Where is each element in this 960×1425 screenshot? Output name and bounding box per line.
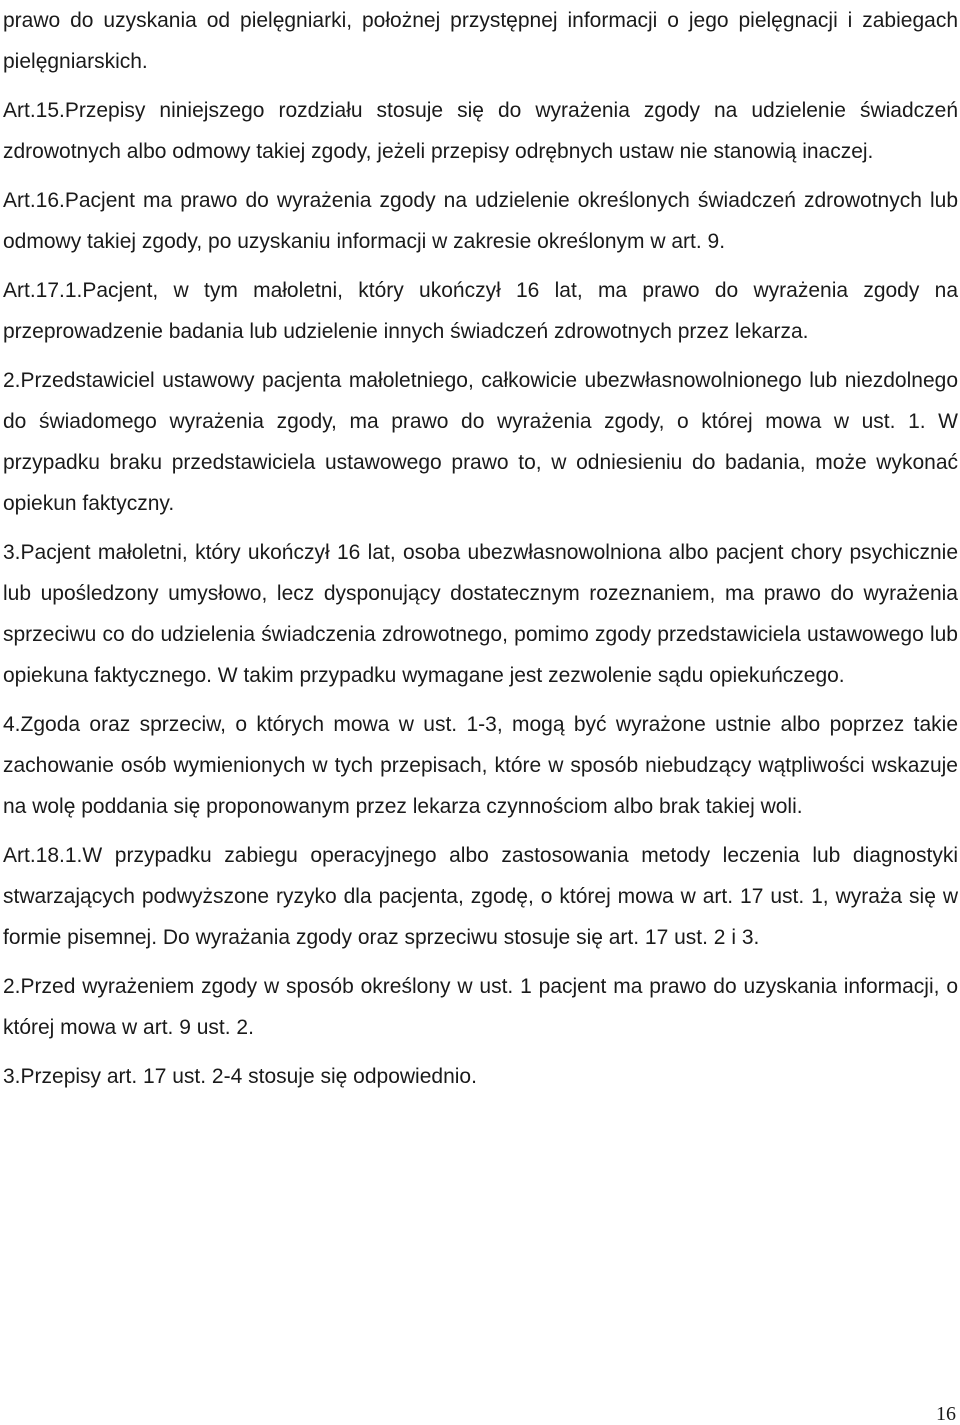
paragraph-art-17-2: 2.Przedstawiciel ustawowy pacjenta małoletniego, całkowicie ubezwłasnowolnionego lub niezdolnego do świadomego wyrażenia zgody, ma prawo do wyrażenia zgody, o której mowa w ust. 1. W przypadku braku przedstawiciela ustawowego prawo to, w odniesieniu do badania, może wykonać opiekun faktyczny. [3, 369, 958, 515]
paragraph-continuation: prawo do uzyskania od pielęgniarki, położnej przystępnej informacji o jego pielęgnacji i zabiegach pielęgniarskich. [3, 9, 958, 73]
page-number: 16 [936, 1403, 956, 1425]
paragraph-gap [3, 352, 958, 360]
paragraph-gap [3, 524, 958, 532]
paragraph-gap [3, 827, 958, 835]
paragraph-gap [3, 696, 958, 704]
paragraph-art-17-1: Art.17.1.Pacjent, w tym małoletni, który ukończył 16 lat, ma prawo do wyrażenia zgody na przeprowadzenie badania lub udzielenie innych świadczeń zdrowotnych przez lekarza. [3, 279, 958, 343]
paragraph-art-17-3: 3.Pacjent małoletni, który ukończył 16 lat, osoba ubezwłasnowolniona albo pacjent chory psychicznie lub upośledzony umysłowo, lecz dysponujący dostatecznym rozeznaniem, ma prawo do wyrażenia sprzeciwu co do udzielenia świadczenia zdrowotnego, pomimo zgody przedstawiciela ustawowego lub opiekuna faktycznego. W takim przypadku wymagane jest zezwolenie sądu opiekuńczego. [3, 541, 958, 687]
paragraph-gap [3, 172, 958, 180]
paragraph-art-16: Art.16.Pacjent ma prawo do wyrażenia zgody na udzielenie określonych świadczeń zdrowotnych lub odmowy takiej zgody, po uzyskaniu informacji w zakresie określonym w art. 9. [3, 189, 958, 253]
paragraph-gap [3, 82, 958, 90]
paragraph-art-18-3: 3.Przepisy art. 17 ust. 2-4 stosuje się odpowiednio. [3, 1065, 477, 1088]
paragraph-art-18-1: Art.18.1.W przypadku zabiegu operacyjnego albo zastosowania metody leczenia lub diagnostyki stwarzających podwyższone ryzyko dla pacjenta, zgodę, o której mowa w art. 17 ust. 1, wyraża się w formie pisemnej. Do wyrażania zgody oraz sprzeciwu stosuje się art. 17 ust. 2 i 3. [3, 844, 958, 949]
paragraph-art-15: Art.15.Przepisy niniejszego rozdziału stosuje się do wyrażenia zgody na udzielenie świadczeń zdrowotnych albo odmowy takiej zgody, jeżeli przepisy odrębnych ustaw nie stanowią inaczej. [3, 99, 958, 163]
paragraph-art-17-4: 4.Zgoda oraz sprzeciw, o których mowa w ust. 1-3, mogą być wyrażone ustnie albo poprzez takie zachowanie osób wymienionych w tych przepisach, które w sposób niebudzący wątpliwości wskazuje na wolę poddania się proponowanym przez lekarza czynnościom albo brak takiej woli. [3, 713, 958, 818]
paragraph-art-18-2: 2.Przed wyrażeniem zgody w sposób określony w ust. 1 pacjent ma prawo do uzyskania informacji, o której mowa w art. 9 ust. 2. [3, 975, 958, 1039]
document-page [3, 0, 958, 1097]
paragraph-gap [3, 1048, 958, 1056]
paragraph-gap [3, 958, 958, 966]
paragraph-gap [3, 262, 958, 270]
